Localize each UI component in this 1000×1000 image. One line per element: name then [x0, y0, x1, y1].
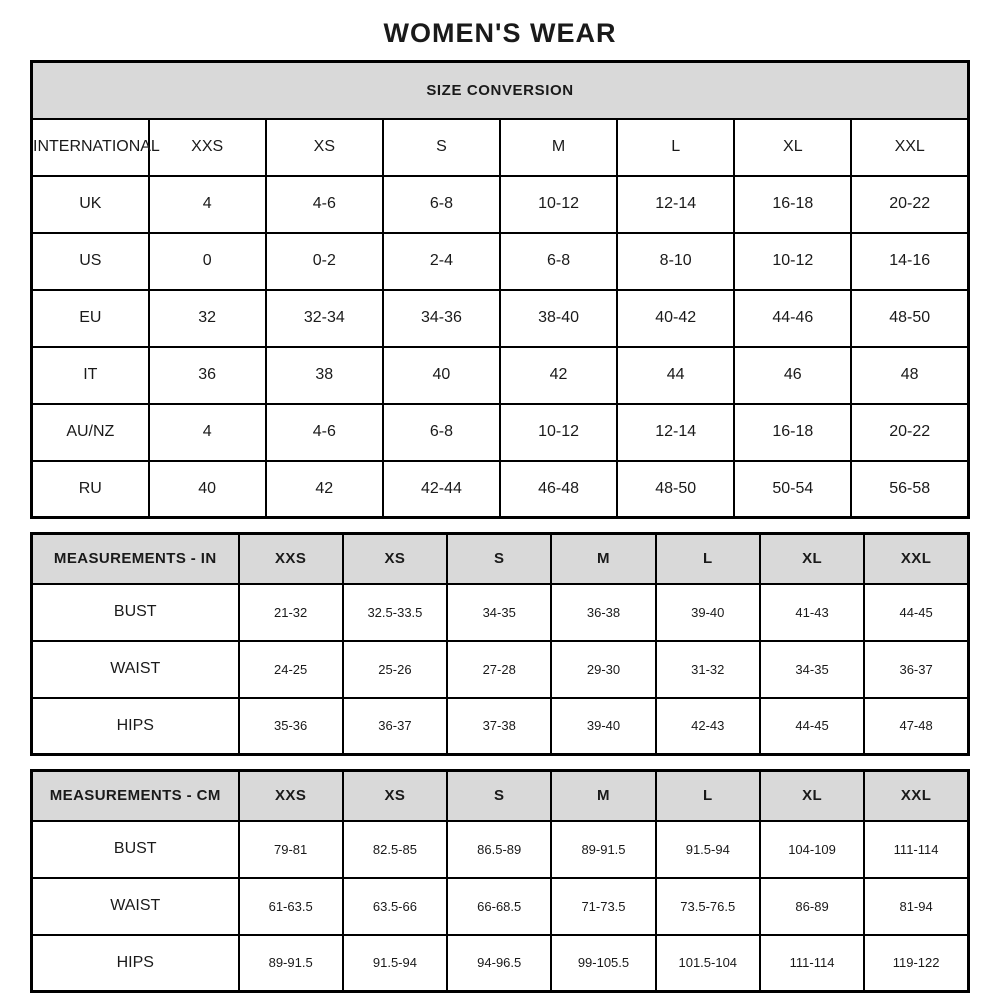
measure-value-cell: 99-105.5	[551, 935, 655, 992]
size-value-cell: 34-36	[383, 290, 500, 347]
size-header-cell-m: M	[551, 534, 655, 584]
size-value-cell: 20-22	[851, 404, 968, 461]
size-value-cell: 50-54	[734, 461, 851, 518]
size-value-cell: 40	[383, 347, 500, 404]
size-value-cell: 44-46	[734, 290, 851, 347]
size-header-cell-xl: XL	[760, 771, 864, 821]
size-value-cell: 40-42	[617, 290, 734, 347]
measure-label-cell: BUST	[32, 821, 239, 878]
size-value-cell: 0-2	[266, 233, 383, 290]
table-row-it	[32, 347, 969, 404]
size-value-cell: 42-44	[383, 461, 500, 518]
table-row-waist-cm	[32, 878, 969, 935]
size-value-cell: 46-48	[500, 461, 617, 518]
size-value-cell: 40	[149, 461, 266, 518]
size-value-cell: 10-12	[500, 404, 617, 461]
measure-value-cell: 73.5-76.5	[656, 878, 760, 935]
size-value-cell: 42	[500, 347, 617, 404]
size-value-cell: 8-10	[617, 233, 734, 290]
measurements-cm-title-cell: MEASUREMENTS - CM	[32, 771, 239, 821]
international-header-cell: INTERNATIONAL	[32, 119, 149, 176]
size-header-cell-xs: XS	[266, 119, 383, 176]
measure-label-cell: HIPS	[32, 698, 239, 755]
region-label-cell: IT	[32, 347, 149, 404]
measure-value-cell: 89-91.5	[239, 935, 343, 992]
table-row-eu	[32, 290, 969, 347]
size-value-cell: 16-18	[734, 176, 851, 233]
size-value-cell: 0	[149, 233, 266, 290]
measure-value-cell: 42-43	[656, 698, 760, 755]
measure-value-cell: 91.5-94	[343, 935, 447, 992]
size-value-cell: 10-12	[734, 233, 851, 290]
measure-value-cell: 89-91.5	[551, 821, 655, 878]
measure-value-cell: 44-45	[760, 698, 864, 755]
size-value-cell: 12-14	[617, 176, 734, 233]
measurements-cm-header-row	[32, 771, 969, 821]
measure-value-cell: 81-94	[864, 878, 968, 935]
measure-value-cell: 39-40	[551, 698, 655, 755]
size-value-cell: 14-16	[851, 233, 968, 290]
measure-value-cell: 37-38	[447, 698, 551, 755]
measure-value-cell: 94-96.5	[447, 935, 551, 992]
size-value-cell: 42	[266, 461, 383, 518]
page-title: WOMEN'S WEAR	[383, 18, 617, 48]
size-header-cell-xl: XL	[734, 119, 851, 176]
table-row-bust-cm	[32, 821, 969, 878]
table-row-waist-in	[32, 641, 969, 698]
size-value-cell: 4	[149, 404, 266, 461]
measure-value-cell: 36-38	[551, 584, 655, 641]
measure-value-cell: 21-32	[239, 584, 343, 641]
size-conversion-caption: SIZE CONVERSION	[32, 62, 969, 119]
size-value-cell: 44	[617, 347, 734, 404]
size-header-cell-s: S	[383, 119, 500, 176]
size-header-cell-s: S	[447, 771, 551, 821]
size-value-cell: 46	[734, 347, 851, 404]
table-row-hips-in	[32, 698, 969, 755]
measure-value-cell: 35-36	[239, 698, 343, 755]
measure-label-cell: BUST	[32, 584, 239, 641]
size-value-cell: 20-22	[851, 176, 968, 233]
size-value-cell: 4-6	[266, 176, 383, 233]
size-header-cell-m: M	[551, 771, 655, 821]
measure-value-cell: 47-48	[864, 698, 968, 755]
measure-value-cell: 41-43	[760, 584, 864, 641]
size-value-cell: 56-58	[851, 461, 968, 518]
measure-label-cell: HIPS	[32, 935, 239, 992]
measure-value-cell: 66-68.5	[447, 878, 551, 935]
size-value-cell: 16-18	[734, 404, 851, 461]
size-value-cell: 2-4	[383, 233, 500, 290]
measure-value-cell: 36-37	[343, 698, 447, 755]
measure-value-cell: 63.5-66	[343, 878, 447, 935]
measure-value-cell: 86.5-89	[447, 821, 551, 878]
size-value-cell: 6-8	[500, 233, 617, 290]
size-header-cell-xxl: XXL	[864, 534, 968, 584]
size-header-cell-xs: XS	[343, 771, 447, 821]
measure-value-cell: 61-63.5	[239, 878, 343, 935]
size-header-cell-xl: XL	[760, 534, 864, 584]
size-header-cell-xxs: XXS	[239, 534, 343, 584]
size-value-cell: 48	[851, 347, 968, 404]
size-value-cell: 48-50	[851, 290, 968, 347]
size-conversion-table	[30, 60, 970, 519]
size-header-cell-l: L	[656, 771, 760, 821]
table-row-bust-in	[32, 584, 969, 641]
table-row-ru	[32, 461, 969, 518]
measure-value-cell: 111-114	[864, 821, 968, 878]
size-header-cell-xxl: XXL	[864, 771, 968, 821]
measure-value-cell: 82.5-85	[343, 821, 447, 878]
measure-value-cell: 36-37	[864, 641, 968, 698]
measure-value-cell: 86-89	[760, 878, 864, 935]
region-label-cell: US	[32, 233, 149, 290]
size-conversion-caption-row	[32, 62, 969, 119]
size-conversion-header-row	[32, 119, 969, 176]
region-label-cell: UK	[32, 176, 149, 233]
size-value-cell: 10-12	[500, 176, 617, 233]
size-header-cell-m: M	[500, 119, 617, 176]
measure-value-cell: 34-35	[760, 641, 864, 698]
size-value-cell: 32-34	[266, 290, 383, 347]
table-row-hips-cm	[32, 935, 969, 992]
measurements-in-table	[30, 532, 970, 756]
size-value-cell: 38-40	[500, 290, 617, 347]
measure-value-cell: 29-30	[551, 641, 655, 698]
size-header-cell-xxl: XXL	[851, 119, 968, 176]
measure-value-cell: 32.5-33.5	[343, 584, 447, 641]
measure-value-cell: 119-122	[864, 935, 968, 992]
size-value-cell: 38	[266, 347, 383, 404]
measure-value-cell: 71-73.5	[551, 878, 655, 935]
size-header-cell-xs: XS	[343, 534, 447, 584]
region-label-cell: RU	[32, 461, 149, 518]
measure-label-cell: WAIST	[32, 641, 239, 698]
region-label-cell: AU/NZ	[32, 404, 149, 461]
measure-value-cell: 25-26	[343, 641, 447, 698]
size-value-cell: 4	[149, 176, 266, 233]
table-row-aunz	[32, 404, 969, 461]
table-row-uk	[32, 176, 969, 233]
size-header-cell-xxs: XXS	[149, 119, 266, 176]
measure-value-cell: 111-114	[760, 935, 864, 992]
measure-value-cell: 24-25	[239, 641, 343, 698]
measure-value-cell: 34-35	[447, 584, 551, 641]
measure-value-cell: 39-40	[656, 584, 760, 641]
size-header-cell-l: L	[656, 534, 760, 584]
size-header-cell-l: L	[617, 119, 734, 176]
measure-value-cell: 31-32	[656, 641, 760, 698]
size-value-cell: 6-8	[383, 404, 500, 461]
measurements-cm-table	[30, 769, 970, 993]
measure-value-cell: 91.5-94	[656, 821, 760, 878]
measure-value-cell: 79-81	[239, 821, 343, 878]
measurements-in-header-row	[32, 534, 969, 584]
size-header-cell-s: S	[447, 534, 551, 584]
measure-value-cell: 101.5-104	[656, 935, 760, 992]
table-row-us	[32, 233, 969, 290]
size-value-cell: 48-50	[617, 461, 734, 518]
measure-value-cell: 27-28	[447, 641, 551, 698]
measure-value-cell: 104-109	[760, 821, 864, 878]
size-value-cell: 12-14	[617, 404, 734, 461]
measure-label-cell: WAIST	[32, 878, 239, 935]
size-value-cell: 32	[149, 290, 266, 347]
region-label-cell: EU	[32, 290, 149, 347]
size-value-cell: 36	[149, 347, 266, 404]
measure-value-cell: 44-45	[864, 584, 968, 641]
size-header-cell-xxs: XXS	[239, 771, 343, 821]
size-value-cell: 4-6	[266, 404, 383, 461]
measurements-in-title-cell: MEASUREMENTS - IN	[32, 534, 239, 584]
size-value-cell: 6-8	[383, 176, 500, 233]
